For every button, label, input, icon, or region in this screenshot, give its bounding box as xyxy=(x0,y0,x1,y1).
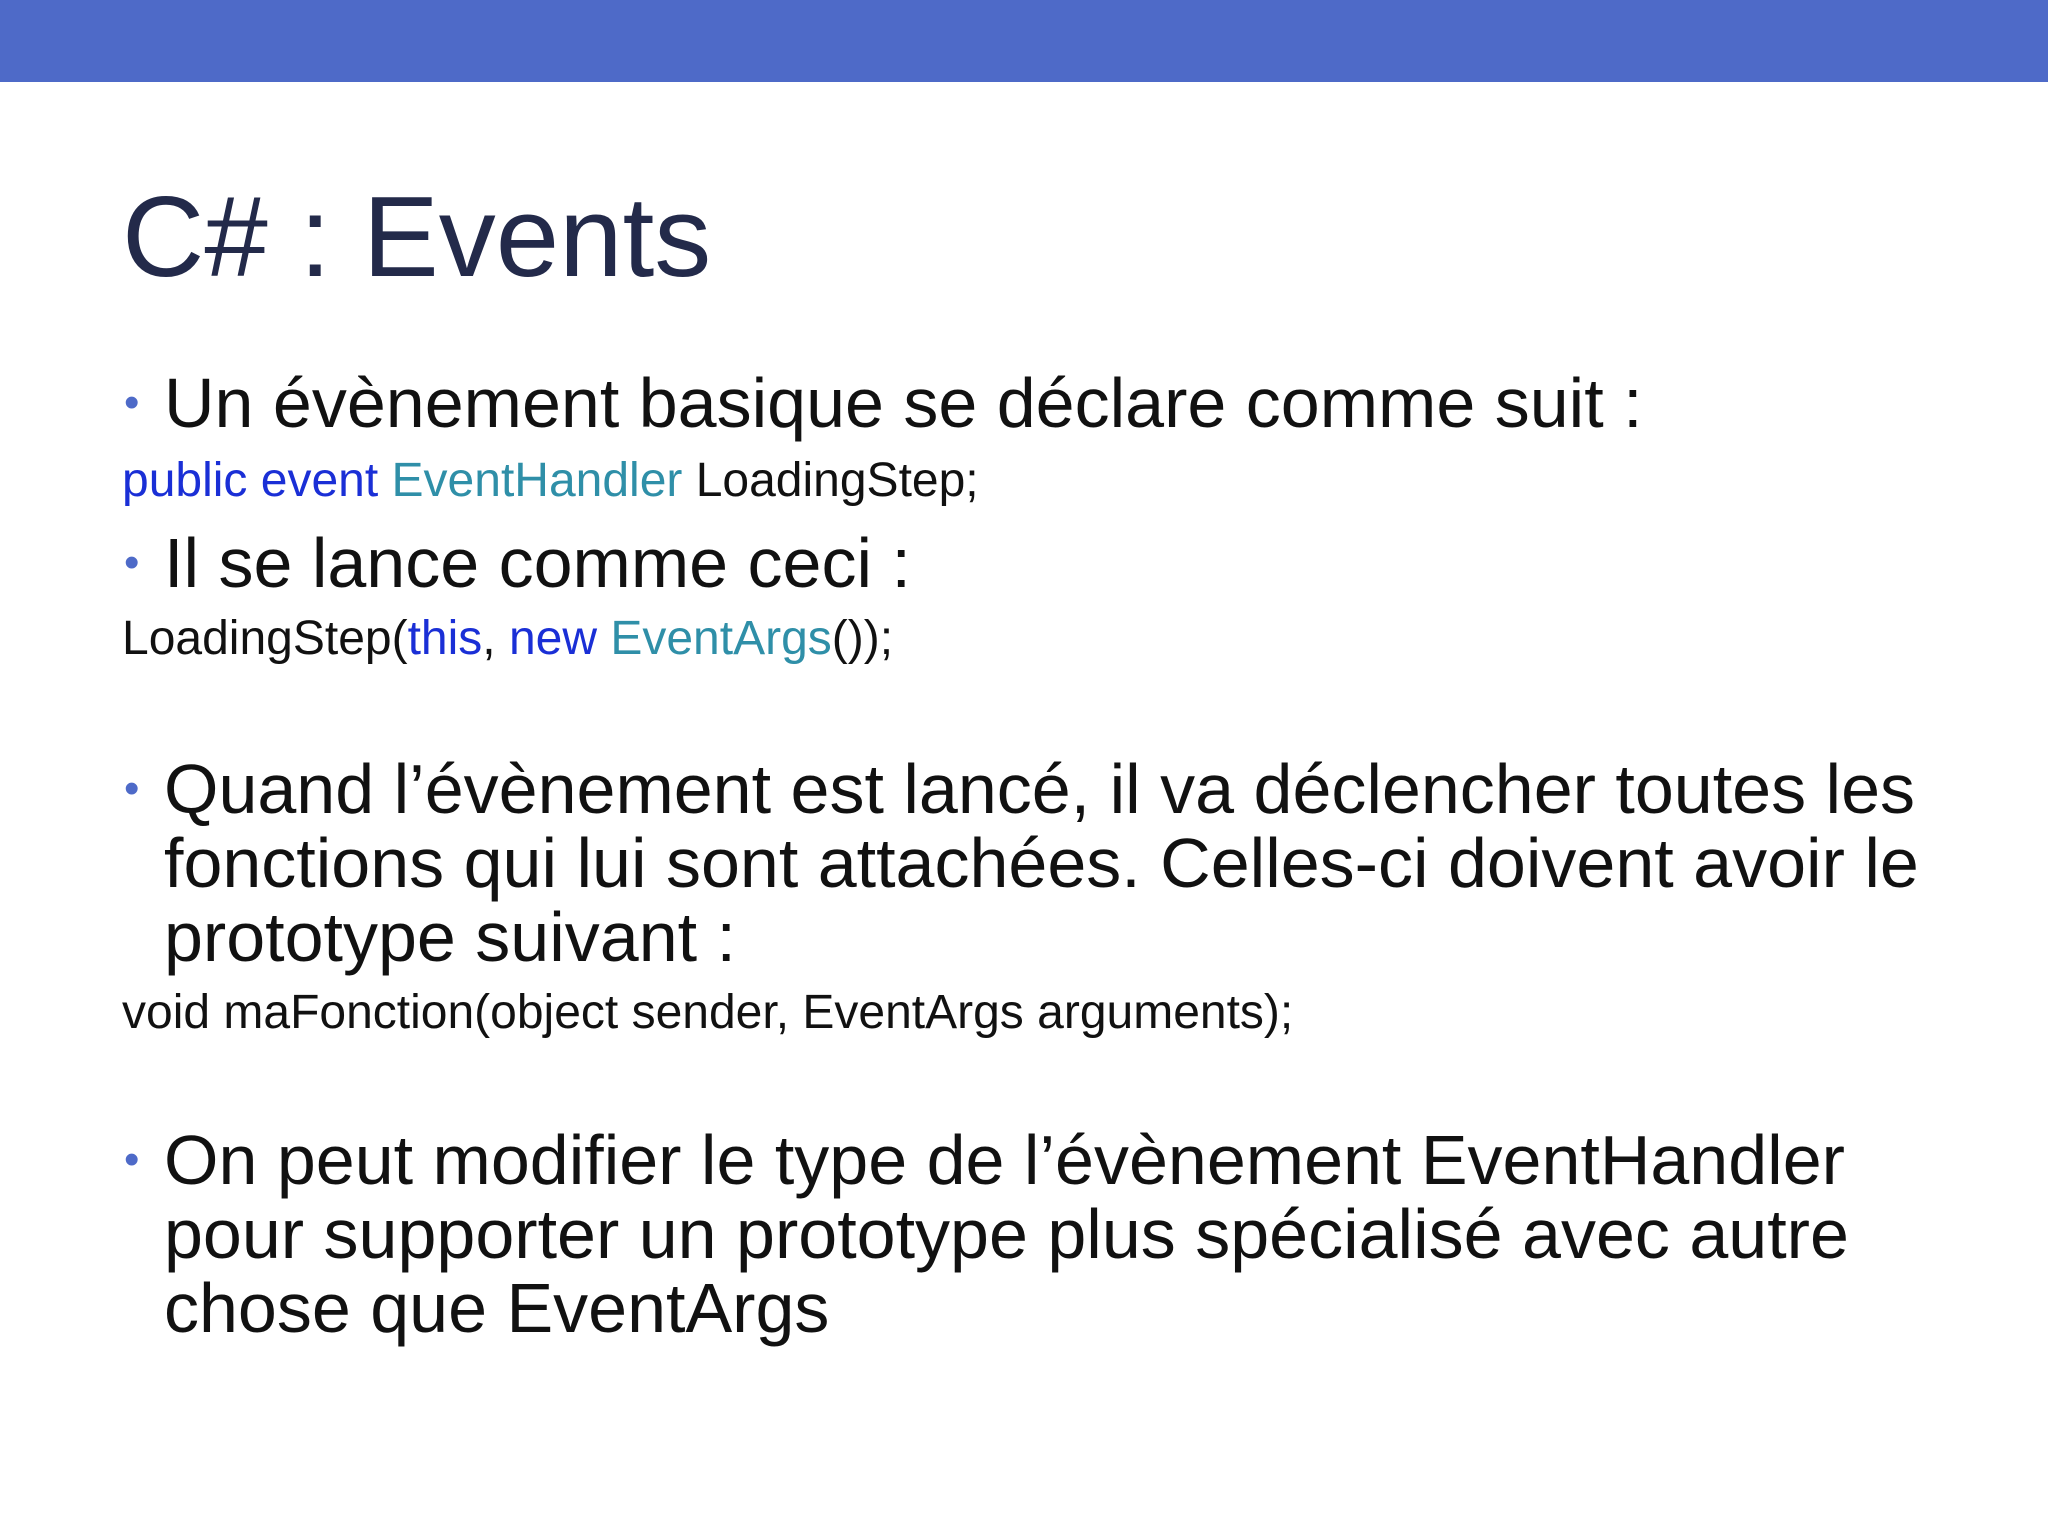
code-declaration xyxy=(122,453,979,509)
bullet-dot-icon: • xyxy=(124,378,140,427)
code-prototype: void maFonction(object sender, EventArgs arguments); xyxy=(122,986,1294,1039)
code-keyword: public xyxy=(122,454,248,507)
code-text: LoadingStep; xyxy=(695,454,979,507)
code-type: EventHandler xyxy=(391,454,683,507)
bullet-handlers xyxy=(124,750,1919,976)
code-type: EventArgs xyxy=(610,612,832,665)
code-invocation xyxy=(122,611,893,667)
code-text: ()); xyxy=(831,612,894,665)
bullet-text: On peut modifier le type de l’évènement EventHandler xyxy=(164,1121,1845,1199)
bullet-text: Un évènement basique se déclare comme suit : xyxy=(164,364,1643,442)
code-keyword: this xyxy=(407,612,483,665)
bullet-text: prototype suivant : xyxy=(164,898,736,976)
code-text: , xyxy=(482,612,509,665)
bullet-dot-icon: • xyxy=(124,538,140,587)
slide-title: C# : Events xyxy=(122,174,712,301)
code-text: LoadingStep( xyxy=(122,612,408,665)
top-accent-bar xyxy=(0,0,2048,82)
bullet-text: pour supporter un prototype plus spécialisé avec autre xyxy=(164,1195,1849,1273)
bullet-declaration xyxy=(124,364,1643,442)
code-keyword: event xyxy=(260,454,379,507)
bullet-dot-icon: • xyxy=(124,764,140,813)
bullet-text: Quand l’évènement est lancé, il va déclencher toutes les xyxy=(164,750,1916,828)
code-keyword: new xyxy=(508,612,597,665)
bullet-text: Il se lance comme ceci : xyxy=(164,524,911,602)
bullet-custom-type xyxy=(124,1121,1849,1347)
bullet-invocation xyxy=(124,524,911,602)
bullet-text: chose que EventArgs xyxy=(164,1269,830,1347)
bullet-dot-icon: • xyxy=(124,1135,140,1184)
bullet-text: fonctions qui lui sont attachées. Celles-ci doivent avoir le xyxy=(164,824,1919,902)
